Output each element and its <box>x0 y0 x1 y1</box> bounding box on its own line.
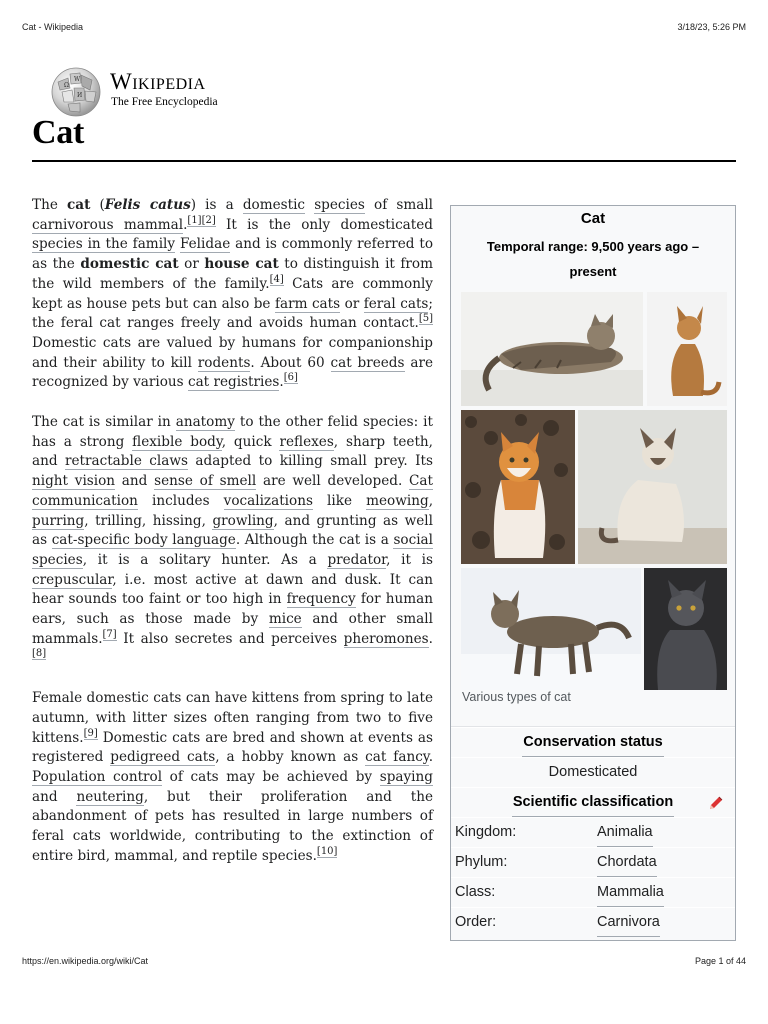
conservation-status-header <box>451 727 735 757</box>
citation-5[interactable]: [5] <box>418 313 433 325</box>
conservation-status-value: Domesticated <box>451 757 735 787</box>
link-pheromones[interactable]: pheromones <box>343 630 429 647</box>
link-species-in-family[interactable]: species in the family <box>32 236 176 253</box>
infobox-image-collage[interactable] <box>451 290 735 690</box>
bold-term: domestic cat <box>80 256 179 273</box>
link-predator[interactable]: predator <box>327 551 387 568</box>
citation-8[interactable]: [8] <box>32 648 47 660</box>
link-body-language[interactable]: cat-specific body language <box>51 532 236 549</box>
image-gray-cat[interactable] <box>644 568 727 690</box>
link-mammalia[interactable]: Mammalia <box>597 878 664 907</box>
taxonomy-row-class <box>451 877 735 907</box>
print-footer <box>22 956 746 970</box>
link-rodents[interactable]: rodents <box>197 354 251 371</box>
image-abyssinian[interactable] <box>647 292 727 406</box>
link-crepuscular[interactable]: crepuscular <box>32 571 113 588</box>
link-domestic[interactable]: domestic <box>242 197 306 213</box>
svg-text:Ω: Ω <box>64 82 69 89</box>
bold-term: Felis catus <box>104 197 191 213</box>
link-sense-of-smell[interactable]: sense of smell <box>154 473 257 490</box>
paragraph-2: The cat is similar in anatomy to the other felid species: it has a strong flexible body, quick reflexes, sharp teeth, and retractable claws adapted to killing small prey. Its night vision and sense of smell are well developed. Cat communication includes vocalizations like meowing, purring, trilling, hissing, growling, and grunting as well as cat-specific body language. Although the cat is a social species, it is a solitary hunter. As a predator, it is crepuscular, i.e. most active at dawn and dusk. It can hear sounds too faint or too high in frequency for human ears, such as those made by mice and other small mammals.[7] It also secretes and perceives pheromones.[8] <box>32 414 434 660</box>
rank-label: Kingdom: <box>455 824 517 840</box>
print-url: https://en.wikipedia.org/wiki/Cat <box>22 956 149 966</box>
wikipedia-tagline: The Free Encyclopedia <box>111 96 218 108</box>
link-cat-communication[interactable]: Cat communication <box>32 473 433 509</box>
link-cat-fancy[interactable]: cat fancy <box>365 749 429 766</box>
image-tabby-lying[interactable] <box>461 292 643 406</box>
link-night-vision[interactable]: night vision <box>32 473 116 490</box>
taxonomy-row-kingdom <box>451 817 735 847</box>
infobox <box>450 205 736 941</box>
link-social-species[interactable]: social species <box>32 532 434 568</box>
citation-10[interactable]: [10] <box>316 845 338 857</box>
image-tabby-in-snow[interactable] <box>461 568 641 690</box>
infobox-header <box>451 206 735 286</box>
citation-1[interactable]: [1] <box>187 214 202 226</box>
print-header <box>22 22 746 36</box>
paragraph-1: The cat (Felis catus) is a domestic species of small carnivorous mammal.[1][2] It is the only domesticated species in the family Felidae and is commonly referred to as the domestic cat or house cat to distinguish it from the wild members of the family.[4] Cats are commonly kept as house pets but can also be farm cats or feral cats; the feral cat ranges freely and avoids human contact.[5] Domestic cats are valued by humans for companionship and their ability to kill rodents. About 60 cat breeds are recognized by various cat registries.[6] <box>32 197 434 391</box>
citation-2[interactable]: [2] <box>201 214 216 226</box>
link-frequency[interactable]: frequency <box>286 591 356 608</box>
link-carnivora[interactable]: Carnivora <box>597 908 660 937</box>
wikipedia-globe-icon <box>50 66 102 118</box>
link-population-control[interactable]: Population control <box>32 768 163 785</box>
temporal-range: Temporal range: 9,500 years ago – present <box>486 239 700 279</box>
article-body <box>32 196 433 887</box>
link-farm-cats[interactable]: farm cats <box>274 295 341 312</box>
link-chordata[interactable]: Chordata <box>597 848 657 877</box>
image-orange-white-cat[interactable] <box>461 410 575 564</box>
link-meowing[interactable]: meowing <box>366 492 429 509</box>
link-retractable-claws[interactable]: retractable claws <box>64 453 188 470</box>
link-purring[interactable]: purring <box>32 512 85 529</box>
link-mice[interactable]: mice <box>268 611 302 628</box>
link-vocalizations[interactable]: vocalizations <box>223 492 313 509</box>
citation-9[interactable]: [9] <box>83 727 98 739</box>
svg-text:И: И <box>77 92 83 99</box>
link-growling[interactable]: growling <box>212 512 274 529</box>
conservation-status-link[interactable]: Conservation status <box>522 728 663 757</box>
link-flexible-body[interactable]: flexible body <box>132 433 222 450</box>
scientific-classification-link[interactable]: Scientific classification <box>512 788 674 817</box>
wikipedia-logo[interactable] <box>50 66 250 118</box>
link-feral-cats[interactable]: feral cats <box>363 295 429 312</box>
infobox-title: Cat <box>580 210 606 227</box>
scientific-classification-header <box>451 787 735 817</box>
wikipedia-wordmark: Wikipedia <box>110 69 206 94</box>
link-anatomy[interactable]: anatomy <box>175 414 235 431</box>
citation-6[interactable]: [6] <box>283 372 298 384</box>
image-siamese-cat[interactable] <box>578 410 727 564</box>
image-caption: Various types of cat <box>462 690 571 704</box>
bold-term: house cat <box>204 256 279 273</box>
taxonomy-row-order <box>451 907 735 937</box>
citation-4[interactable]: [4] <box>269 273 284 285</box>
rank-label: Class: <box>455 884 496 900</box>
print-title: Cat - Wikipedia <box>22 22 84 32</box>
link-felidae[interactable]: Felidae <box>179 236 231 253</box>
svg-text:W: W <box>74 76 81 83</box>
print-datetime: 3/18/23, 5:26 PM <box>677 22 746 32</box>
title-divider <box>32 160 736 162</box>
page-title: Cat <box>32 114 84 151</box>
paragraph-3: Female domestic cats can have kittens from spring to late autumn, with litter sizes often ranging from two to five kittens.[9] Domestic cats are bred and shown at events as registered pedigreed cats, a hobby known as cat fancy. Population control of cats may be achieved by spaying and neutering, but their proliferation and the abandonment of pets has resulted in large numbers of feral cats worldwide, contributing to the extinction of entire bird, mammal, and reptile species.[10] <box>32 690 434 864</box>
taxonomy-row-phylum <box>451 847 735 877</box>
link-pedigreed-cats[interactable]: pedigreed cats <box>110 749 216 766</box>
citation-7[interactable]: [7] <box>102 628 117 640</box>
rank-label: Order: <box>455 914 497 930</box>
pencil-icon[interactable] <box>707 794 725 812</box>
bold-term: cat <box>66 197 91 213</box>
link-species[interactable]: species <box>314 197 365 213</box>
link-animalia[interactable]: Animalia <box>597 818 653 847</box>
link-reflexes[interactable]: reflexes <box>279 433 334 450</box>
rank-label: Phylum: <box>455 854 508 870</box>
link-neutering[interactable]: neutering <box>76 788 144 805</box>
link-carnivorous-mammal[interactable]: carnivorous mammal <box>32 216 184 233</box>
link-spaying[interactable]: spaying <box>379 768 433 785</box>
link-cat-breeds[interactable]: cat breeds <box>330 354 405 371</box>
print-page-number: Page 1 of 44 <box>694 956 746 966</box>
link-cat-registries[interactable]: cat registries <box>187 374 280 391</box>
